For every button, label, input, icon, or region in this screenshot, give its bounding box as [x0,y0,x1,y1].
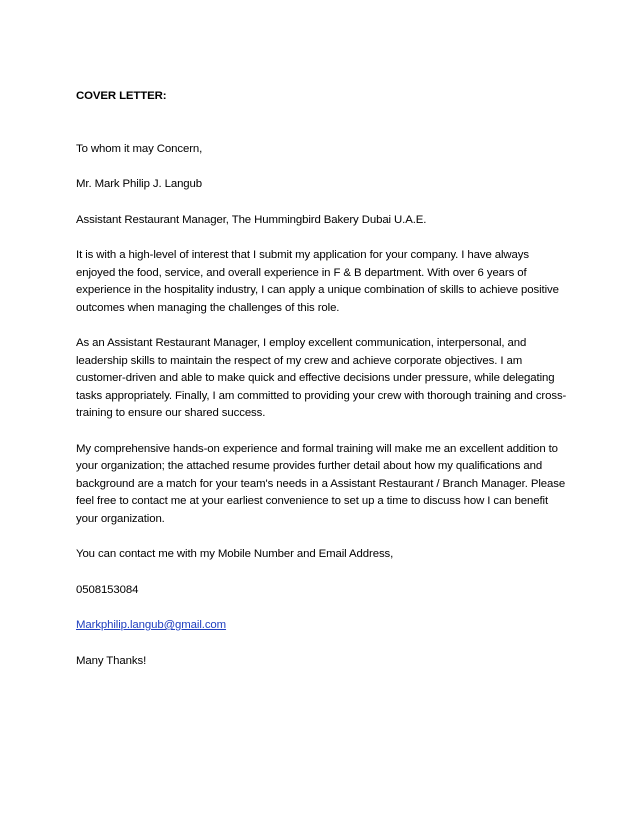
email-paragraph [76,617,568,635]
cover-letter-body [76,88,568,688]
email-link[interactable]: Markphilip.langub@gmail.com [76,619,227,631]
closing: Many Thanks! [76,654,147,667]
applicant-name: Mr. Mark Philip J. Langub [76,178,203,190]
applicant-position: Assistant Restaurant Manager, The Hummingbird Bakery Dubai U.A.E. [76,213,427,226]
mobile-number: 0508153084 [76,583,139,596]
salutation: To whom it may Concern, [76,142,203,155]
letter-heading: COVER LETTER: [76,90,167,102]
paragraph-interest: It is with a high-level of interest that I submit my application for your company. I have always enjoyed the food, service, and overall experience in F & B department. With over 6 years of experience in the hospitality industry, I can apply a unique combination of skills to achieve positive outcomes when managing the challenges of this role. [76,249,559,314]
paragraph-skills: As an Assistant Restaurant Manager, I employ excellent communication, interpersonal, and leadership skills to maintain the respect of my crew and achieve corporate objectives. I am customer-driven and able to make quick and effective decisions under pressure, while delegating tasks appropriately. Finally, I am committed to providing your crew with thorough training and cross-training to ensure our shared success. [76,337,567,419]
contact-intro: You can contact me with my Mobile Number and Email Address, [76,548,394,560]
paragraph-experience: My comprehensive hands-on experience and formal training will make me an excellent addition to your organization; the attached resume provides further detail about how my qualifications and background are a match for your team's needs in a Assistant Restaurant / Branch Manager. Please feel free to contact me at your earliest convenience to set up a time to discuss how I can benefit your organization. [76,442,566,525]
